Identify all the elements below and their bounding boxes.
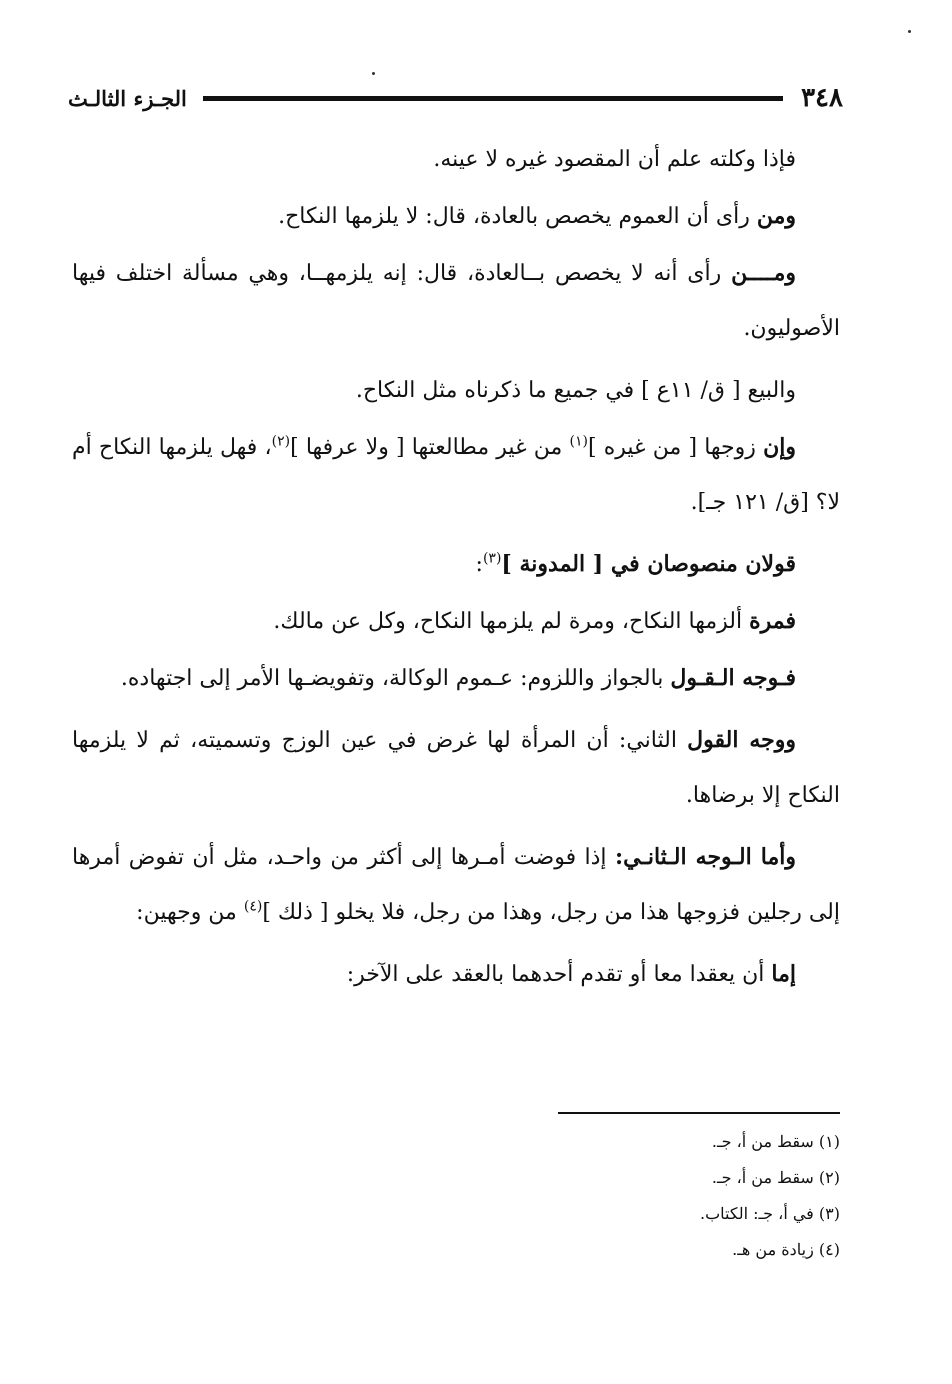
paragraph	[72, 363, 840, 418]
paragraph-text: والبيع [ ق/ ١١ع ] في جميع ما ذكرناه مثل النكاح.	[355, 378, 796, 403]
paragraph-text: أن يعقدا معا أو تقدم أحدهما بالعقد على الآخر:	[346, 962, 772, 987]
paragraph	[72, 713, 840, 823]
paragraph-text: رأى أن العموم يخصص بالعادة، قال: لا يلزمها النكاح.	[278, 204, 757, 229]
paragraph-lead: ومــــن	[731, 260, 796, 286]
scan-speck	[372, 72, 375, 75]
footnote-ref: (٣)	[482, 550, 502, 567]
footnote-rule	[558, 1112, 840, 1114]
paragraph-lead: قولان منصوصان في [ المدونة ]	[501, 551, 796, 577]
footnotes	[420, 1124, 840, 1268]
footnote: (٣) في أ، جـ: الكتاب.	[700, 1204, 840, 1223]
paragraph	[72, 947, 840, 1002]
paragraph-text: بالجواز واللزوم: عـموم الوكالة، وتفويضـها الأمر إلى اجتهاده.	[120, 666, 671, 691]
paragraph-lead: فـوجه الـقـول	[670, 665, 796, 691]
paragraph	[72, 132, 840, 187]
page-header	[68, 80, 843, 116]
paragraph	[72, 537, 840, 592]
paragraph	[72, 246, 840, 356]
paragraph-lead: إما	[771, 961, 796, 987]
paragraph-lead: وإن	[763, 434, 796, 460]
paragraph-text: :	[475, 552, 483, 577]
part-title: الجـزء الثالـث	[68, 85, 187, 111]
paragraph	[72, 830, 840, 940]
paragraph-text: فإذا وكلته علم أن المقصود غيره لا عينه.	[433, 147, 796, 172]
paragraph-text: إذا فوضت أمـرها إلى أكثر من واحـد، مثل أن تفوض أمرها إلى رجلين فزوجها هذا من رجل، وهذا من رجل، فلا يخلو [ ذلك ]	[72, 845, 840, 925]
paragraph-text: من وجهين:	[136, 900, 244, 925]
paragraph-text: من غير مطالعتها [ ولا عرفها ]	[290, 435, 570, 460]
paragraph	[72, 651, 840, 706]
paragraph	[72, 189, 840, 244]
paragraph-text: رأى أنه لا يخصص بــالعادة، قال: إنه يلزمهــا، وهي مسألة اختلف فيها الأصوليون.	[72, 261, 840, 341]
footnote: (٢) سقط من أ، جـ.	[711, 1168, 840, 1187]
paragraph	[72, 420, 840, 530]
paragraph-text: زوجها [ من غيره ]	[587, 435, 764, 460]
paragraph-text: ألزمها النكاح، ومرة لم يلزمها النكاح، وكل عن مالك.	[273, 609, 750, 634]
footnote-ref: (١)	[569, 433, 588, 450]
paragraph-text: ، فهل يلزمها النكاح أم لا؟ [ق/ ١٢١ جـ].	[72, 435, 840, 515]
paragraph-lead: ومن	[756, 203, 796, 229]
footnote: (١) سقط من أ، جـ.	[711, 1132, 840, 1151]
footnote: (٤) زيادة من هـ.	[732, 1240, 840, 1259]
paragraph	[72, 594, 840, 649]
footnote-ref: (٤)	[243, 898, 263, 915]
paragraph-lead: وأما الـوجه الـثانـي:	[614, 844, 796, 870]
paragraph-text: الثاني: أن المرأة لها غرض في عين الوزج وتسميته، ثم لا يلزمها النكاح إلا برضاها.	[72, 728, 840, 808]
body-text	[72, 132, 840, 1009]
paragraph-lead: ووجه القول	[687, 727, 796, 753]
scan-speck	[908, 30, 911, 33]
paragraph-lead: فمرة	[749, 608, 796, 634]
header-rule	[203, 96, 783, 101]
footnote-ref: (٢)	[271, 433, 291, 450]
page-number: ٣٤٨	[801, 83, 843, 113]
